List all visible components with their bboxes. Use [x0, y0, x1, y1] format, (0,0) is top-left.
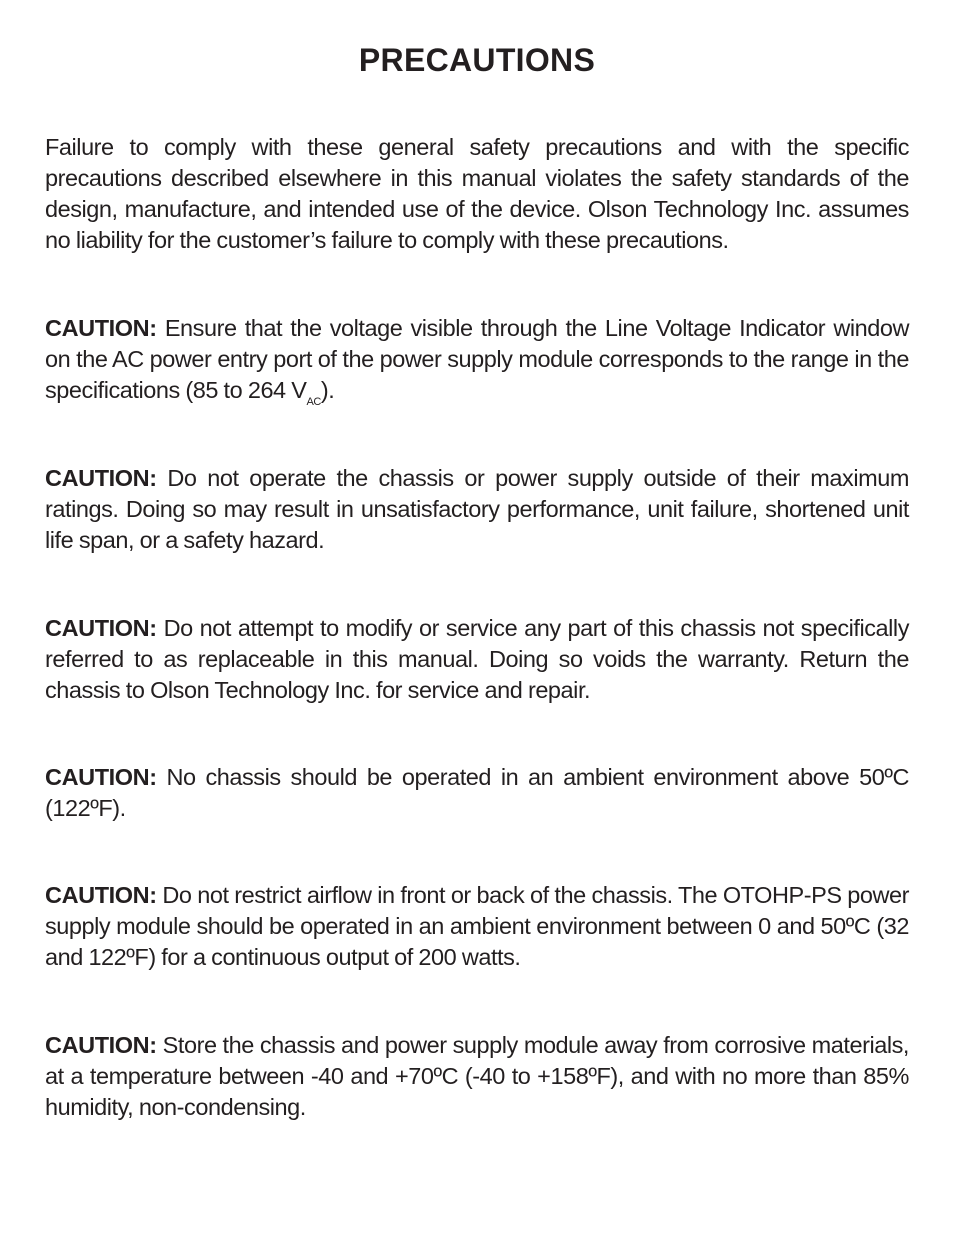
- caution-paragraph-voltage: [45, 313, 909, 406]
- caution-label: CAUTION:: [45, 465, 157, 491]
- intro-paragraph: Failure to comply with these general safety precautions and with the specific precautions described elsewhere in this manual violates the safety standards of the design, manufacture, and intended use of the device. Olson Technology Inc. assumes no liability for the customer’s failure to comply with these precautions.: [45, 134, 909, 253]
- caution-text: Do not restrict airflow in front or back of the chassis. The OTOHP-PS power supply module should be operated in an ambient environment between 0 and 50ºC (32 and 122ºF) for a continuous output of 200 watts.: [45, 882, 909, 970]
- caution-paragraph-ratings: [45, 463, 909, 556]
- caution-text: Do not attempt to modify or service any part of this chassis not specifically referred to as replaceable in this manual. Doing so voids the warranty. Return the chassis to Olson Technology Inc. for service and repair.: [45, 615, 909, 703]
- caution-label: CAUTION:: [45, 1032, 157, 1058]
- caution-text: Do not operate the chassis or power supply outside of their maximum ratings. Doing so may result in unsatisfactory performance, unit failure, shortened unit life span, or a safety hazard.: [45, 465, 909, 553]
- caution-text: No chassis should be operated in an ambient environment above 50ºC (122ºF).: [45, 764, 909, 821]
- page-title: PRECAUTIONS: [358, 42, 596, 78]
- voltage-subscript: AC: [306, 396, 321, 408]
- caution-label: CAUTION:: [45, 882, 157, 908]
- caution-paragraph-ambient: [45, 762, 909, 824]
- caution-label: CAUTION:: [45, 315, 157, 341]
- caution-text: Store the chassis and power supply module away from corrosive materials, at a temperature between -40 and +70ºC (-40 to +158ºF), and with no more than 85% humidity, non-condensing.: [45, 1032, 909, 1120]
- caution-text-end: ).: [320, 377, 335, 403]
- caution-label: CAUTION:: [45, 764, 157, 790]
- caution-paragraph-storage: [45, 1030, 909, 1123]
- caution-paragraph-service: [45, 613, 909, 706]
- caution-label: CAUTION:: [45, 615, 157, 641]
- caution-text: Ensure that the voltage visible through the Line Voltage Indicator window on the AC power entry port of the power supply module corresponds to the range in the specifications (85 to 264 V: [45, 315, 909, 403]
- caution-paragraph-airflow: [45, 880, 909, 973]
